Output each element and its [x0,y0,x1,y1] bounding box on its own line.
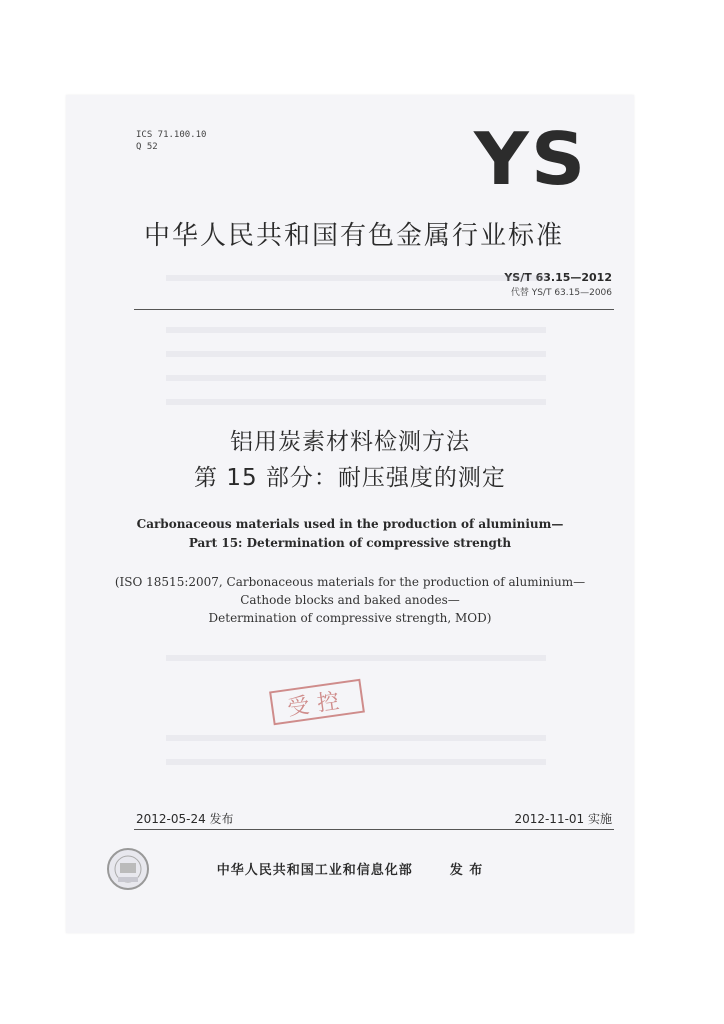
controlled-stamp: 受控 [269,679,365,725]
bleed-through-line [166,275,546,281]
ccs-code: Q 52 [136,142,158,152]
bleed-through-line [166,759,546,765]
replaces-code: 代替 YS/T 63.15—2006 [510,288,612,298]
iso-ref-line2: Cathode blocks and baked anodes— [240,593,460,607]
standard-name: 中华人民共和国有色金属行业标准 [144,221,565,251]
ics-code: ICS 71.100.10 [136,130,207,140]
iso-ref-line3: Determination of compressive strength, MOD) [208,611,492,625]
ys-logo: YS [474,117,588,201]
title-zh-line2: 第 15 部分：耐压强度的测定 [194,465,506,491]
bottom-divider [134,829,614,830]
classification-codes [136,129,206,153]
publisher-name: 中华人民共和国工业和信息化部 [216,863,413,878]
top-divider [134,309,614,310]
issue-date: 2012-05-24 发布 [136,812,234,826]
bleed-through-line [166,375,546,381]
implement-date: 2012-11-01 实施 [514,812,612,826]
title-en-line2: Part 15: Determination of compressive strength [188,536,512,550]
bleed-through-line [166,399,546,405]
standard-code: YS/T 63.15—2012 [504,271,612,284]
bleed-through-line [166,351,546,357]
iso-ref-line1: (ISO 18515:2007, Carbonaceous materials for the production of aluminium— [114,575,586,589]
publisher-action: 发 布 [449,863,484,878]
bleed-through-line [166,327,546,333]
bleed-through-line [166,655,546,661]
document-page [66,95,634,933]
title-en-line1: Carbonaceous materials used in the production of aluminium— [136,517,564,531]
publisher [66,859,634,878]
bleed-through-line [166,735,546,741]
title-zh-line1: 铝用炭素材料检测方法 [230,429,470,455]
